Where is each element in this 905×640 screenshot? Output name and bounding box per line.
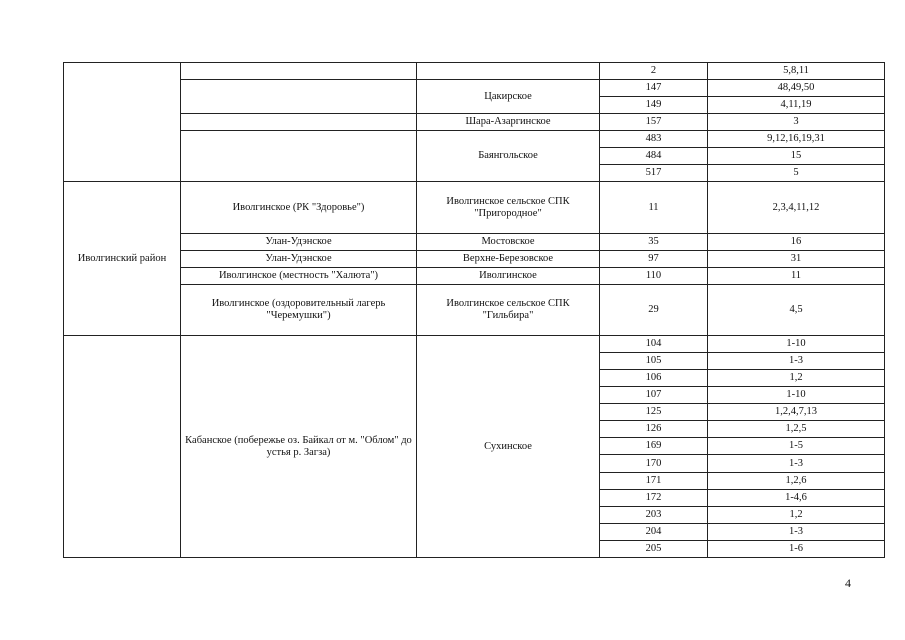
table-row <box>64 250 885 267</box>
vydel-numbers-cell: 11 <box>708 267 885 284</box>
location-cell: Кабанское (побережье оз. Байкал от м. "Облом" до устья р. Загза) <box>181 336 417 558</box>
kvartal-number-cell: 126 <box>600 421 708 438</box>
district-cell <box>64 336 181 558</box>
kvartal-number-cell: 203 <box>600 506 708 523</box>
kvartal-number-cell: 35 <box>600 233 708 250</box>
kvartal-number-cell: 172 <box>600 489 708 506</box>
location-cell: Улан-Удэнское <box>181 250 417 267</box>
vydel-numbers-cell: 15 <box>708 148 885 165</box>
vydel-numbers-cell: 16 <box>708 233 885 250</box>
table-row <box>64 336 885 353</box>
settlement-cell: Шара-Азаргинское <box>417 114 600 131</box>
settlement-cell: Баянгольское <box>417 131 600 182</box>
table-body <box>64 63 885 558</box>
kvartal-number-cell: 157 <box>600 114 708 131</box>
vydel-numbers-cell: 1-10 <box>708 336 885 353</box>
location-cell <box>181 63 417 80</box>
location-cell <box>181 114 417 131</box>
settlement-cell <box>417 63 600 80</box>
page-number: 4 <box>845 576 851 590</box>
vydel-numbers-cell: 1-3 <box>708 455 885 472</box>
vydel-numbers-cell: 1-4,6 <box>708 489 885 506</box>
vydel-numbers-cell: 1-6 <box>708 540 885 557</box>
kvartal-number-cell: 484 <box>600 148 708 165</box>
settlement-cell: Иволгинское <box>417 267 600 284</box>
vydel-numbers-cell: 5,8,11 <box>708 63 885 80</box>
settlement-cell: Цакирское <box>417 80 600 114</box>
vydel-numbers-cell: 1,2,4,7,13 <box>708 404 885 421</box>
kvartal-number-cell: 171 <box>600 472 708 489</box>
vydel-numbers-cell: 1-5 <box>708 438 885 455</box>
location-cell: Иволгинское (местность "Халюта") <box>181 267 417 284</box>
kvartal-number-cell: 149 <box>600 97 708 114</box>
vydel-numbers-cell: 1-10 <box>708 387 885 404</box>
kvartal-number-cell: 483 <box>600 131 708 148</box>
kvartal-number-cell: 125 <box>600 404 708 421</box>
vydel-numbers-cell: 31 <box>708 250 885 267</box>
kvartal-number-cell: 204 <box>600 523 708 540</box>
kvartal-number-cell: 205 <box>600 540 708 557</box>
kvartal-number-cell: 517 <box>600 165 708 182</box>
settlement-cell: Сухинское <box>417 336 600 558</box>
kvartal-number-cell: 2 <box>600 63 708 80</box>
table-row <box>64 63 885 80</box>
table-row <box>64 284 885 335</box>
location-cell: Иволгинское (оздоровительный лагерь "Черемушки") <box>181 284 417 335</box>
vydel-numbers-cell: 1,2 <box>708 506 885 523</box>
vydel-numbers-cell: 48,49,50 <box>708 80 885 97</box>
settlement-cell: Мостовское <box>417 233 600 250</box>
vydel-numbers-cell: 1-3 <box>708 353 885 370</box>
vydel-numbers-cell: 4,5 <box>708 284 885 335</box>
table-row <box>64 267 885 284</box>
table-row <box>64 80 885 97</box>
vydel-numbers-cell: 1,2,5 <box>708 421 885 438</box>
vydel-numbers-cell: 4,11,19 <box>708 97 885 114</box>
vydel-numbers-cell: 1-3 <box>708 523 885 540</box>
vydel-numbers-cell: 1,2,6 <box>708 472 885 489</box>
kvartal-number-cell: 107 <box>600 387 708 404</box>
settlement-cell: Иволгинское сельское СПК "Гильбира" <box>417 284 600 335</box>
kvartal-number-cell: 104 <box>600 336 708 353</box>
table-row <box>64 131 885 148</box>
kvartal-number-cell: 106 <box>600 370 708 387</box>
vydel-numbers-cell: 3 <box>708 114 885 131</box>
kvartal-number-cell: 29 <box>600 284 708 335</box>
table-row <box>64 114 885 131</box>
settlement-cell: Верхне-Березовское <box>417 250 600 267</box>
district-cell: Иволгинский район <box>64 182 181 336</box>
table-row <box>64 182 885 233</box>
vydel-numbers-cell: 9,12,16,19,31 <box>708 131 885 148</box>
kvartal-number-cell: 11 <box>600 182 708 233</box>
location-cell: Иволгинское (РК "Здоровье") <box>181 182 417 233</box>
location-cell <box>181 131 417 182</box>
vydel-numbers-cell: 1,2 <box>708 370 885 387</box>
kvartal-number-cell: 97 <box>600 250 708 267</box>
vydel-numbers-cell: 5 <box>708 165 885 182</box>
settlement-cell: Иволгинское сельское СПК "Пригородное" <box>417 182 600 233</box>
district-cell <box>64 63 181 182</box>
forest-plots-table <box>63 62 885 558</box>
vydel-numbers-cell: 2,3,4,11,12 <box>708 182 885 233</box>
kvartal-number-cell: 169 <box>600 438 708 455</box>
location-cell <box>181 80 417 114</box>
kvartal-number-cell: 105 <box>600 353 708 370</box>
table-row <box>64 233 885 250</box>
kvartal-number-cell: 110 <box>600 267 708 284</box>
location-cell: Улан-Удэнское <box>181 233 417 250</box>
kvartal-number-cell: 170 <box>600 455 708 472</box>
kvartal-number-cell: 147 <box>600 80 708 97</box>
